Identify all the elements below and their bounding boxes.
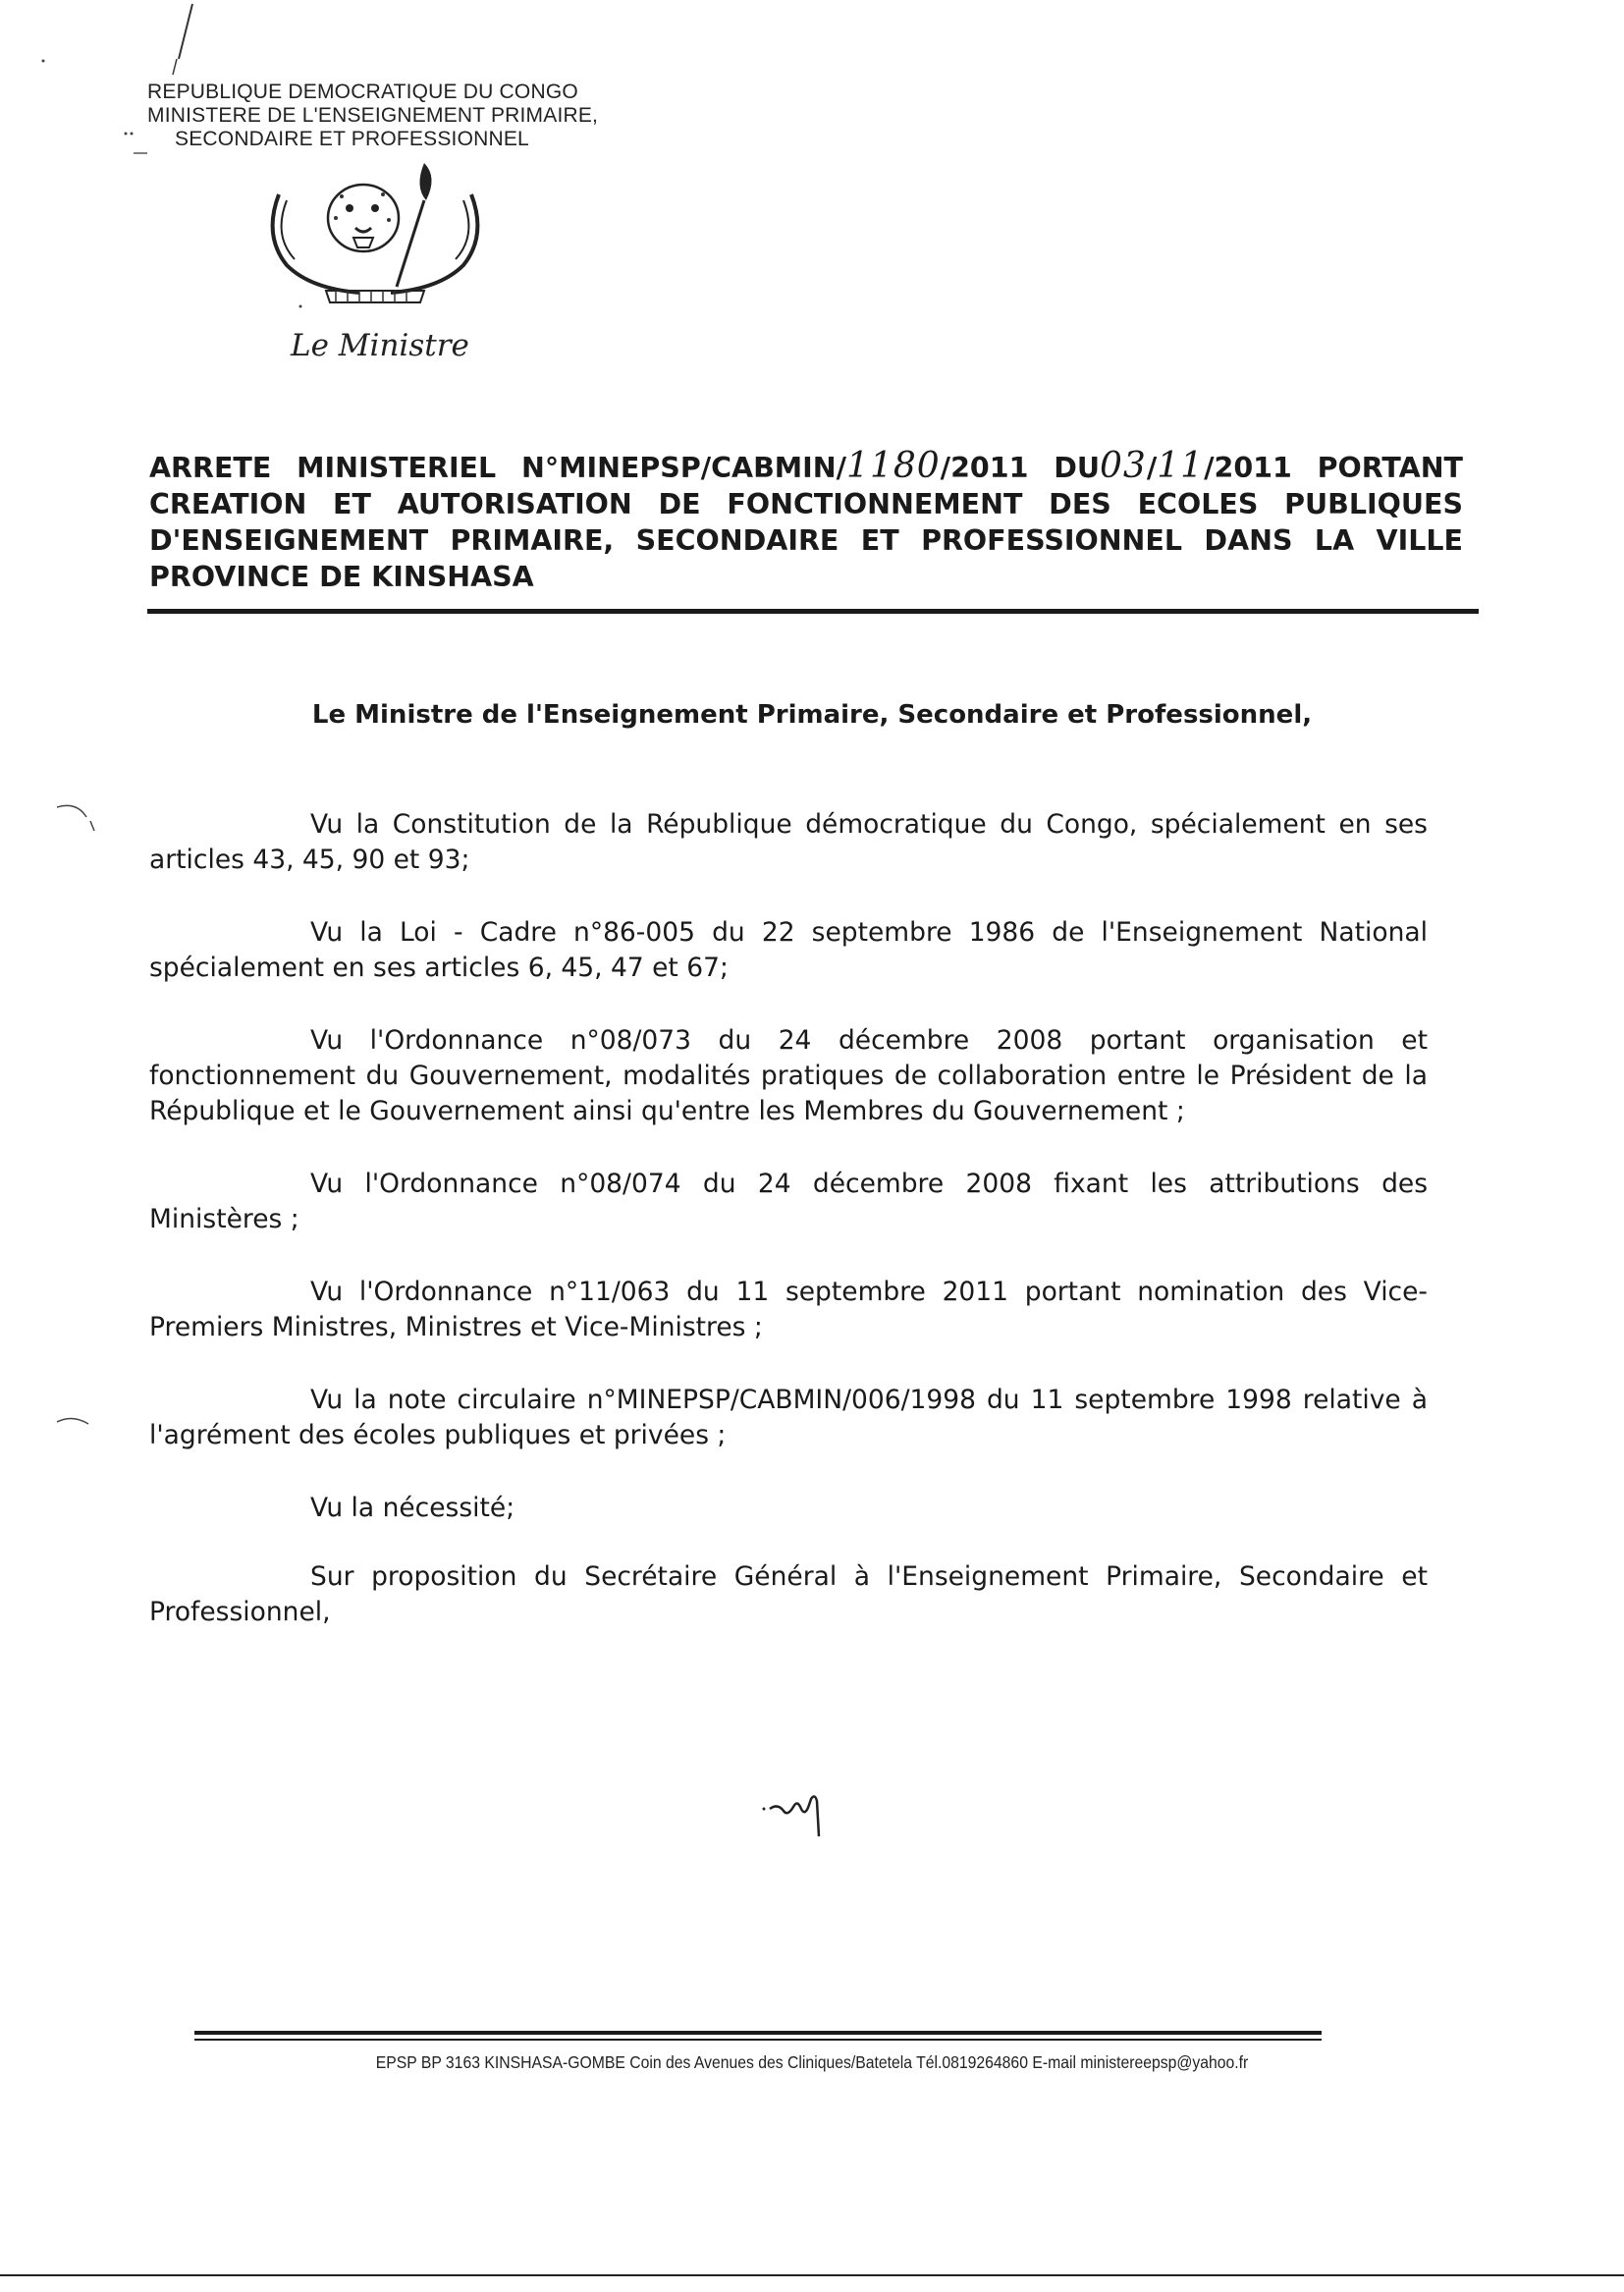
consideration-item: Vu l'Ordonnance n°08/073 du 24 décembre 2008 portant organisation et fonctionnement du Gouvernement, modalités pratiques de collaboration entre le Président de la République et le Gouvernement ainsi qu'entre les Membres du Gouvernement ; — [149, 1025, 1428, 1126]
title-line-4: PROVINCE DE KINSHASA — [149, 561, 534, 593]
handwritten-day: 03 — [1100, 446, 1147, 486]
consideration-item: Vu la note circulaire n°MINEPSP/CABMIN/006/1998 du 11 septembre 1998 relative à l'agrément des écoles publiques et privées ; — [149, 1385, 1428, 1450]
letterhead — [147, 81, 598, 151]
letterhead-country: REPUBLIQUE DEMOCRATIQUE DU CONGO — [147, 81, 578, 103]
considerations — [149, 807, 1428, 1667]
handwritten-number: 1180 — [846, 446, 941, 486]
letterhead-ministry-cont: SECONDAIRE ET PROFESSIONNEL — [175, 128, 529, 150]
footer-divider-thin — [194, 2039, 1322, 2041]
consideration-item: Vu la Constitution de la République démocratique du Congo, spécialement en ses articles 43, 45, 90 et 93; — [149, 809, 1428, 875]
title-line-3: D'ENSEIGNEMENT PRIMAIRE, SECONDAIRE ET PROFESSIONNEL DANS LA VILLE — [149, 524, 1463, 557]
decree-title — [149, 448, 1463, 595]
handwritten-month: 11 — [1157, 446, 1205, 486]
title-line-1: ARRETE MINISTERIEL N°MINEPSP/CABMIN/1180/2011 DU03/11/2011 PORTANT — [149, 446, 1463, 486]
consideration-item: Vu l'Ordonnance n°11/063 du 11 septembre 2011 portant nomination des Vice-Premiers Ministres, Ministres et Vice-Ministres ; — [149, 1277, 1428, 1342]
footer-divider — [194, 2031, 1322, 2035]
title-line-2: CREATION ET AUTORISATION DE FONCTIONNEMENT DES ECOLES PUBLIQUES — [149, 488, 1463, 520]
consideration-item: Vu la Loi - Cadre n°86-005 du 22 septembre 1986 de l'Enseignement National spécialement en ses articles 6, 45, 47 et 67; — [149, 917, 1428, 983]
letterhead-ministry: MINISTERE DE L'ENSEIGNEMENT PRIMAIRE, — [147, 104, 599, 127]
consideration-item: Sur proposition du Secrétaire Général à l'Enseignement Primaire, Secondaire et Professionnel, — [149, 1561, 1428, 1627]
preamble: Le Ministre de l'Enseignement Primaire, Secondaire et Professionnel, — [311, 700, 1313, 730]
coat-of-arms-icon — [257, 157, 493, 314]
initials-signature-icon — [756, 1787, 844, 1856]
consideration-item: Vu l'Ordonnance n°08/074 du 24 décembre 2008 fixant les attributions des Ministères ; — [149, 1169, 1428, 1234]
minister-label: Le Ministre — [291, 328, 469, 363]
consideration-item: Vu la nécessité; — [310, 1493, 515, 1523]
footer-address: EPSP BP 3163 KINSHASA-GOMBE Coin des Avenues des Cliniques/Batetela Tél.0819264860 E-mail ministereepsp@yahoo.fr — [375, 2052, 1249, 2072]
page-edge-line — [0, 2274, 1624, 2276]
title-divider — [147, 609, 1479, 614]
